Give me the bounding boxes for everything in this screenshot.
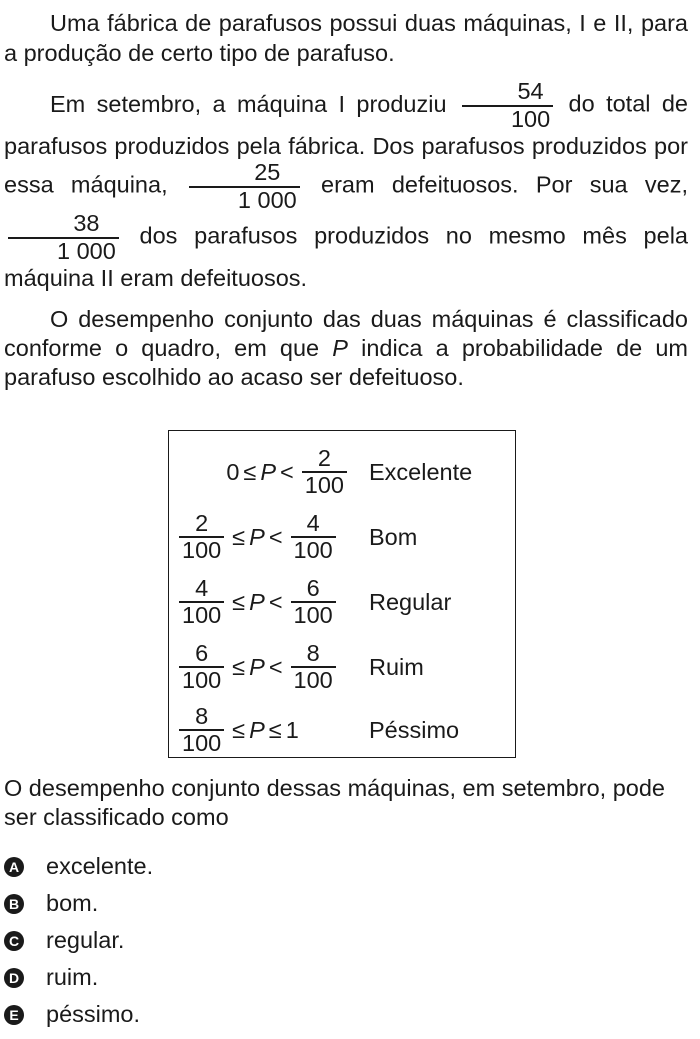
para3-text-2: indica a probabilidade de um parafuso escolhido ao acaso ser defeituoso. bbox=[4, 335, 688, 390]
fraction-denominator: 100 bbox=[293, 667, 333, 693]
option-e[interactable] bbox=[4, 996, 153, 1033]
fraction-numerator: 25 bbox=[189, 161, 300, 188]
para2-text-2: do total de parafusos produzidos pela fábrica. Dos parafusos produzidos por essa máquina, bbox=[4, 90, 689, 198]
variable: P bbox=[249, 588, 265, 615]
para3-text-1: O desempenho conjunto das duas máquinas é classificado conforme o quadro, em que bbox=[4, 306, 688, 361]
para2-text-3: eram defeituosos. Por sua vez, bbox=[321, 171, 688, 198]
fraction-numerator: 6 bbox=[291, 577, 336, 604]
option-a[interactable] bbox=[4, 848, 153, 885]
option-b[interactable] bbox=[4, 885, 153, 922]
option-letter-badge: E bbox=[4, 1005, 24, 1025]
variable: P bbox=[249, 653, 265, 680]
upper-bound: 1 bbox=[285, 716, 299, 743]
operator: ≤ bbox=[268, 716, 282, 743]
condition-cell bbox=[169, 574, 359, 628]
intro-paragraph: Uma fábrica de parafusos possui duas máquinas, I e II, para a produção de certo tipo de parafuso. bbox=[4, 10, 688, 66]
fraction-numerator: 8 bbox=[179, 705, 224, 732]
upper-bound bbox=[302, 444, 347, 498]
rating-label: Bom bbox=[369, 523, 418, 550]
option-letter-badge: A bbox=[4, 857, 24, 877]
fraction-denominator: 100 bbox=[510, 105, 551, 132]
variable: P bbox=[260, 458, 277, 485]
question-page bbox=[4, 8, 688, 392]
operator: < bbox=[268, 588, 283, 615]
option-text: regular. bbox=[46, 927, 125, 953]
option-text: péssimo. bbox=[46, 1001, 141, 1027]
fraction-denominator: 100 bbox=[293, 537, 333, 563]
option-letter-badge: C bbox=[4, 931, 24, 951]
fraction-numerator: 2 bbox=[179, 512, 224, 539]
table-row bbox=[169, 441, 515, 503]
lower-bound bbox=[179, 509, 224, 563]
rating-label: Ruim bbox=[369, 653, 424, 680]
lower-bound bbox=[179, 702, 224, 756]
para2-text-4: dos parafusos produzidos no mesmo mês pela máquina II eram defeituosos. bbox=[4, 222, 688, 291]
fraction-denominator: 100 bbox=[304, 472, 344, 498]
operator: ≤ bbox=[232, 523, 246, 550]
fraction-numerator: 4 bbox=[291, 512, 336, 539]
rating-label: Regular bbox=[369, 588, 452, 615]
fraction-numerator: 6 bbox=[179, 642, 224, 669]
classification-paragraph bbox=[4, 305, 688, 392]
condition-cell bbox=[169, 509, 359, 563]
answer-options bbox=[4, 848, 153, 1033]
table-row bbox=[169, 506, 515, 568]
fraction-denominator: 100 bbox=[182, 602, 222, 628]
rating-label: Excelente bbox=[369, 458, 473, 485]
para2-text-1: Em setembro, a máquina I produziu bbox=[50, 90, 447, 117]
option-c[interactable] bbox=[4, 922, 153, 959]
fraction-denominator: 100 bbox=[182, 667, 222, 693]
operator: ≤ bbox=[232, 588, 246, 615]
variable: P bbox=[249, 716, 265, 743]
lower-bound: 0 bbox=[226, 458, 240, 485]
fraction-denominator: 100 bbox=[182, 730, 222, 756]
option-letter-badge: D bbox=[4, 968, 24, 988]
lower-bound bbox=[179, 639, 224, 693]
table-row bbox=[169, 636, 515, 698]
operator: ≤ bbox=[243, 458, 257, 485]
table-row bbox=[169, 699, 515, 761]
fraction-numerator: 4 bbox=[179, 577, 224, 604]
condition-cell bbox=[169, 702, 359, 756]
operator: ≤ bbox=[232, 716, 246, 743]
option-letter-badge: B bbox=[4, 894, 24, 914]
condition-cell bbox=[169, 444, 359, 498]
operator: < bbox=[268, 653, 283, 680]
probability-variable: P bbox=[332, 335, 348, 361]
fraction-denominator: 1 000 bbox=[57, 237, 116, 264]
operator: < bbox=[280, 458, 294, 485]
table-row bbox=[169, 571, 515, 633]
fraction-numerator: 2 bbox=[302, 447, 347, 474]
variable: P bbox=[249, 523, 265, 550]
fraction-denominator: 1 000 bbox=[237, 186, 297, 213]
fraction-numerator: 38 bbox=[8, 212, 119, 239]
fraction-denominator: 100 bbox=[182, 537, 222, 563]
question-stem: O desempenho conjunto dessas máquinas, em setembro, pode ser classificado como bbox=[4, 775, 666, 830]
condition-cell bbox=[169, 639, 359, 693]
rating-label: Péssimo bbox=[369, 716, 460, 743]
lower-bound bbox=[179, 574, 224, 628]
upper-bound bbox=[291, 574, 336, 628]
fraction-numerator: 8 bbox=[291, 642, 336, 669]
upper-bound bbox=[291, 639, 336, 693]
fraction-machine-II-defects bbox=[8, 212, 119, 263]
production-paragraph bbox=[4, 80, 688, 293]
fraction-machine-I-defects bbox=[189, 161, 300, 212]
fraction-numerator: 54 bbox=[462, 80, 553, 107]
upper-bound bbox=[291, 509, 336, 563]
fraction-denominator: 100 bbox=[293, 602, 333, 628]
operator: < bbox=[268, 523, 283, 550]
classification-table bbox=[168, 430, 516, 758]
fraction-machine-I-share bbox=[462, 80, 553, 131]
option-text: bom. bbox=[46, 890, 99, 916]
operator: ≤ bbox=[232, 653, 246, 680]
option-text: ruim. bbox=[46, 964, 99, 990]
option-text: excelente. bbox=[46, 853, 154, 879]
option-d[interactable] bbox=[4, 959, 153, 996]
